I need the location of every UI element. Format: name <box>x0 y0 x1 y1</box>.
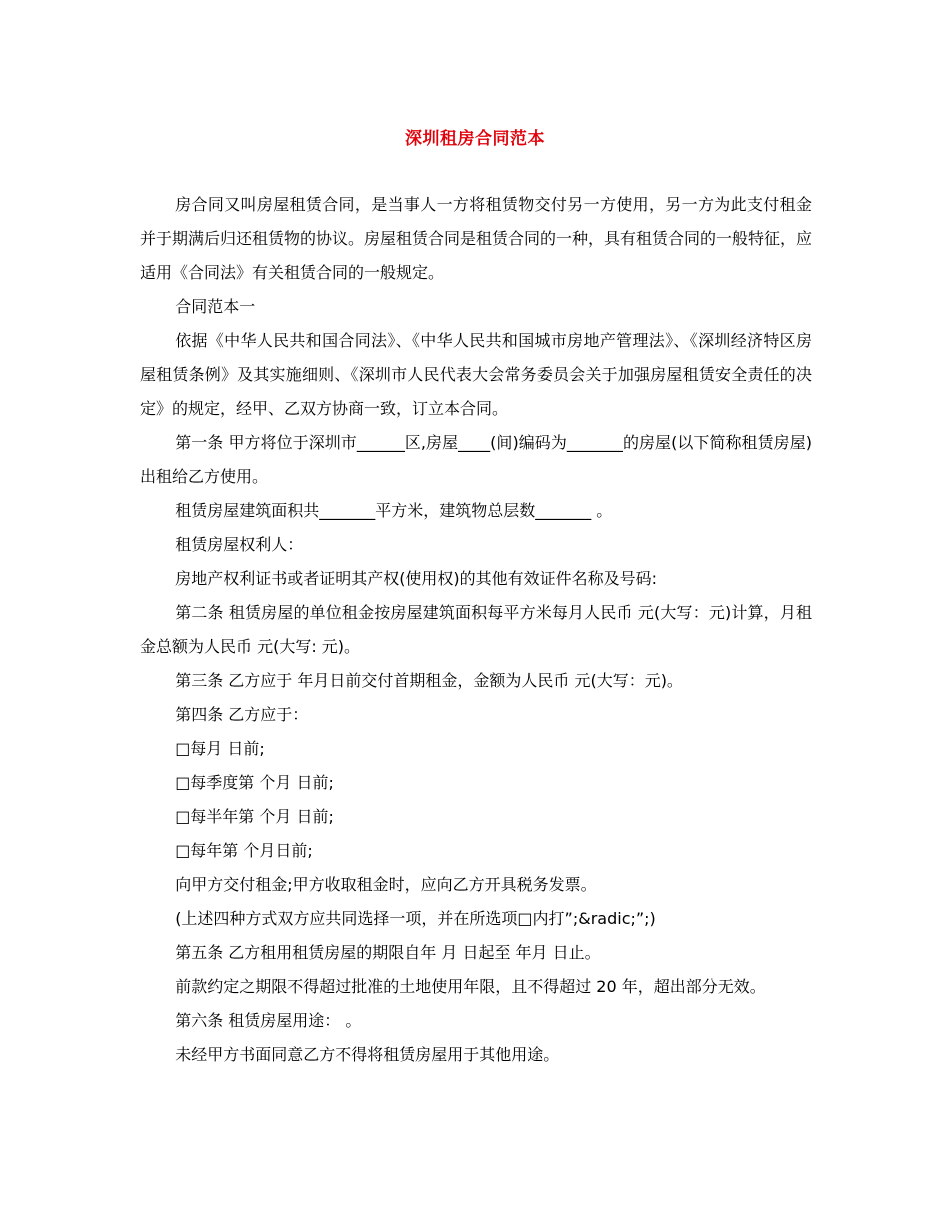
legal-basis-paragraph: 依据《中华人民共和国合同法》、《中华人民共和国城市房地产管理法》、《深圳经济特区房屋租赁条例》及其实施细则、《深圳市人民代表大会常务委员会关于加强房屋租赁安全责任的决定》的规定，经甲、乙双方协商一致，订立本合同。 <box>140 331 812 418</box>
intro-paragraph: 房合同又叫房屋租赁合同，是当事人一方将租赁物交付另一方使用，另一方为此支付租金并于期满后归还租赁物的协议。房屋租赁合同是租赁合同的一种，具有租赁合同的一般特征，应适用《合同法》有关租赁合同的一般规定。 <box>140 195 813 282</box>
area-paragraph: 租赁房屋建筑面积共_______平方米，建筑物总层数_______ 。 <box>175 501 613 520</box>
document-body <box>140 188 812 1072</box>
article-2-paragraph: 第二条 租赁房屋的单位租金按房屋建筑面积每平方米每月人民币 元(大写：元)计算，月租金总额为人民币 元(大写: 元)。 <box>140 603 812 656</box>
article-1-paragraph: 第一条 甲方将位于深圳市______区,房屋____(间)编码为_______的房屋(以下简称租赁房屋)出租给乙方使用。 <box>140 433 812 486</box>
article-5-paragraph: 第五条 乙方租用租赁房屋的期限自年 月 日起至 年月 日止。 <box>175 943 601 962</box>
article-6-paragraph: 第六条 租赁房屋用途： 。 <box>175 1011 362 1030</box>
owner-paragraph: 租赁房屋权利人： <box>175 535 304 554</box>
option-monthly: □每月 日前; <box>175 739 265 758</box>
option-quarterly: □每季度第 个月 日前; <box>175 773 334 792</box>
document-title: 深圳租房合同范本 <box>405 129 545 149</box>
option-half-yearly: □每半年第 个月 日前; <box>175 807 334 826</box>
payment-paragraph: 向甲方交付租金;甲方收取租金时，应向乙方开具税务发票。 <box>175 875 597 894</box>
usage-restriction-paragraph: 未经甲方书面同意乙方不得将租赁房屋用于其他用途。 <box>175 1045 560 1064</box>
selection-note: (上述四种方式双方应共同选择一项，并在所选项□内打”;&radic;”;) <box>175 909 656 928</box>
certificate-paragraph: 房地产权利证书或者证明其产权(使用权)的其他有效证件名称及号码: <box>175 569 658 588</box>
article-4-paragraph: 第四条 乙方应于： <box>175 705 309 724</box>
term-limit-paragraph: 前款约定之期限不得超过批准的土地使用年限，且不得超过 20 年，超出部分无效。 <box>175 977 766 996</box>
option-yearly: □每年第 个月日前; <box>175 841 313 860</box>
article-3-paragraph: 第三条 乙方应于 年月日前交付首期租金，金额为人民币 元(大写：元)。 <box>175 671 683 690</box>
section-heading: 合同范本一 <box>175 297 256 316</box>
